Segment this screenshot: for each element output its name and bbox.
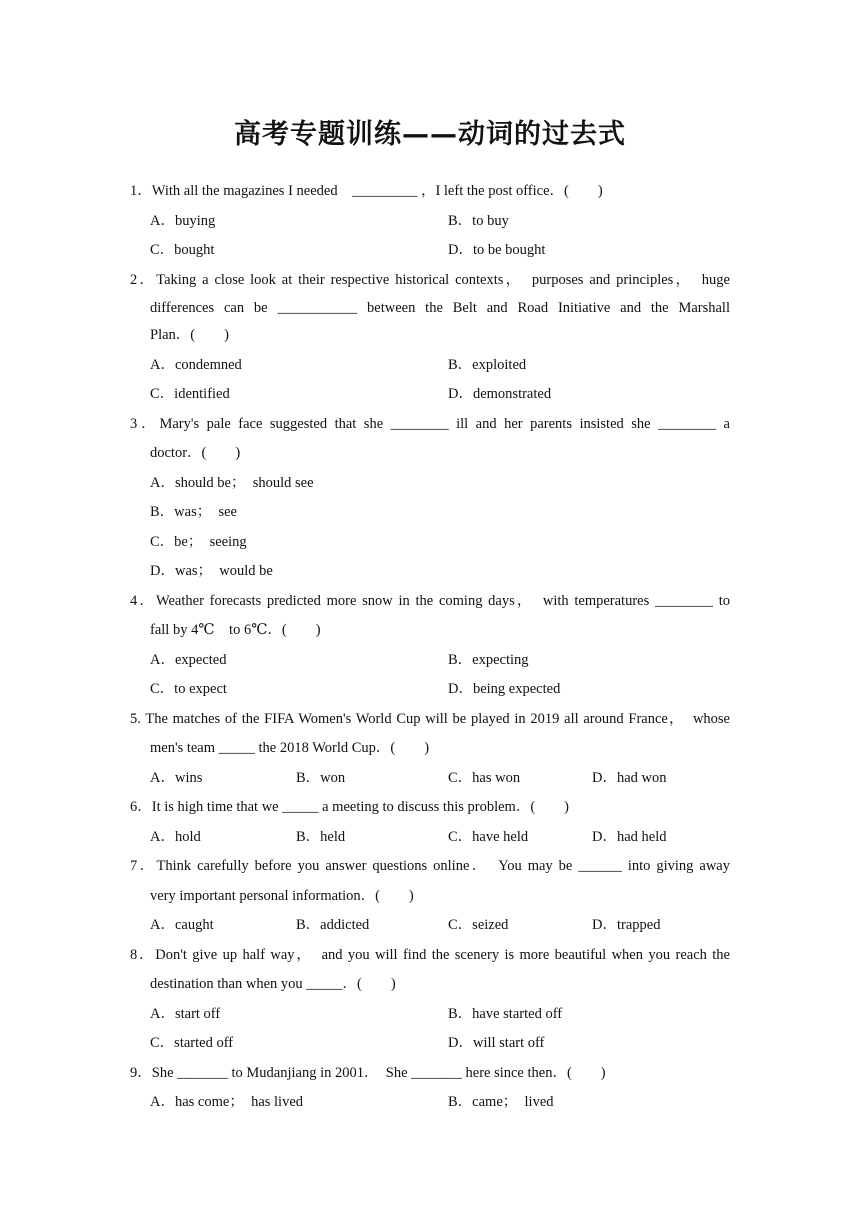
question-5-text-line-1: 5. The matches of the FIFA Women's World Cup will be played in 2019 all around France， whose: [130, 711, 730, 727]
question-7-option-a: A．caught: [150, 917, 214, 933]
question-4-text-line-1: 4．Weather forecasts predicted more snow in the coming days， with temperatures ________ to: [130, 593, 730, 609]
question-4-option-b: B．expecting: [448, 652, 529, 668]
question-7-option-d: D．trapped: [592, 917, 661, 933]
question-6-text: 6．It is high time that we _____ a meeting to discuss this problem．( ): [130, 799, 569, 815]
question-8-option-c: C．started off: [150, 1035, 234, 1051]
question-1-option-c: C．bought: [150, 242, 215, 258]
question-1-option-a: A．buying: [150, 213, 216, 229]
question-4-text-line-2: fall by 4℃ to 6℃．( ): [150, 622, 321, 638]
question-4-option-a: A．expected: [150, 652, 227, 668]
question-3-text-line-2: doctor．( ): [150, 445, 241, 461]
question-1-option-d: D．to be bought: [448, 242, 546, 258]
question-5-option-c: C．has won: [448, 770, 521, 786]
question-8-option-a: A．start off: [150, 1006, 221, 1022]
question-5-option-b: B．won: [296, 770, 346, 786]
question-3-option-a: A．should be； should see: [150, 475, 314, 491]
question-8-text-line-1: 8．Don't give up half way， and you will find the scenery is more beautiful when you reach the: [130, 947, 730, 963]
question-3-option-b: B．was； see: [150, 504, 237, 520]
question-2-text-line-1: 2．Taking a close look at their respective historical contexts， purposes and principles， huge: [130, 272, 730, 288]
question-6-option-a: A．hold: [150, 829, 201, 845]
question-5-option-d: D．had won: [592, 770, 667, 786]
question-3-text-line-1: 3．Mary's pale face suggested that she ________ ill and her parents insisted she ________ a: [130, 416, 730, 432]
question-3-option-d: D．was； would be: [150, 563, 273, 579]
question-7-option-b: B．addicted: [296, 917, 370, 933]
question-2-text-line-3: Plan．( ): [150, 327, 229, 343]
question-5-text-line-2: men's team _____ the 2018 World Cup．( ): [150, 740, 430, 756]
question-9-text: 9．She _______ to Mudanjiang in 2001． She _______ here since then．( ): [130, 1065, 606, 1081]
question-8-option-d: D．will start off: [448, 1035, 545, 1051]
question-7-option-c: C．seized: [448, 917, 509, 933]
question-3-option-c: C．be； seeing: [150, 534, 247, 550]
question-2-option-b: B．exploited: [448, 357, 527, 373]
question-6-option-b: B．held: [296, 829, 346, 845]
question-6-option-c: C．have held: [448, 829, 529, 845]
question-7-text-line-1: 7．Think carefully before you answer questions online． You may be ______ into giving away: [130, 858, 730, 874]
question-8-option-b: B．have started off: [448, 1006, 563, 1022]
question-1-text: 1．With all the magazines I needed _________ ，I left the post office．( ): [130, 183, 603, 199]
question-2-option-d: D．demonstrated: [448, 386, 552, 402]
question-4-option-d: D．being expected: [448, 681, 561, 697]
question-2-option-c: C．identified: [150, 386, 230, 402]
question-8-text-line-2: destination than when you _____．( ): [150, 976, 396, 992]
question-9-option-b: B．came； lived: [448, 1094, 554, 1110]
question-2-option-a: A．condemned: [150, 357, 242, 373]
question-2-text-line-2: differences can be ___________ between the Belt and Road Initiative and the Marshall: [150, 300, 730, 316]
question-5-option-a: A．wins: [150, 770, 203, 786]
question-4-option-c: C．to expect: [150, 681, 227, 697]
document-title: 高考专题训练——动词的过去式: [234, 119, 626, 150]
question-6-option-d: D．had held: [592, 829, 667, 845]
question-9-option-a: A．has come； has lived: [150, 1094, 304, 1110]
question-1-option-b: B．to buy: [448, 213, 509, 229]
question-7-text-line-2: very important personal information．( ): [150, 888, 414, 904]
